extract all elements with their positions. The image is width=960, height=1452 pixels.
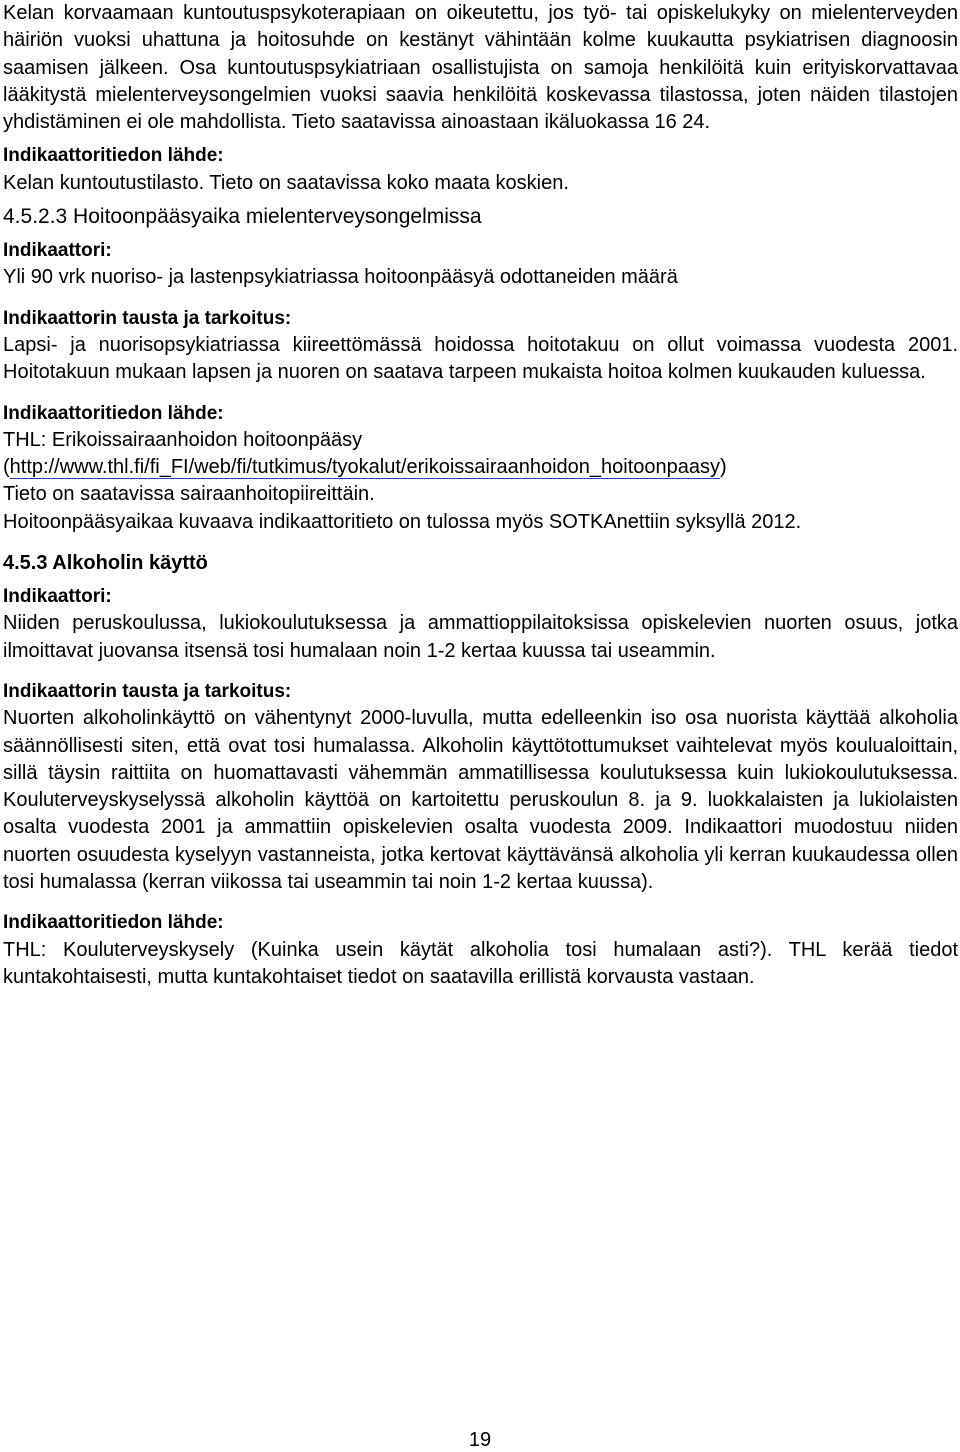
background-text: Lapsi- ja nuorisopsykiatriassa kiireettömässä hoidossa hoitotakuu on ollut voimassa vuodesta 2001. Hoitotakuun mukaan lapsen ja nuoren on saatava tarpeen mukaista hoitoa kolmen kuukauden kuluessa.: [3, 333, 958, 384]
source-text: THL: Kouluterveyskysely (Kuinka usein käytät alkoholia tosi humalaan asti?). THL kerää tiedot kuntakohtaisesti, mutta kuntakohtaiset tiedot on saatavilla erillistä korvausta vastaan.: [3, 938, 958, 988]
intro-paragraph-tail: Tieto saatavissa ainoastaan ikäluokassa 16 24.: [291, 111, 711, 134]
page-number: 19: [468, 1429, 492, 1451]
source-label: Indikaattoritiedon lähde:: [3, 912, 224, 934]
source-link[interactable]: http://www.thl.fi/fi_FI/web/fi/tutkimus/tyokalut/erikoissairaanhoidon_hoitoonpaasy: [9, 456, 721, 479]
paren-open: (: [3, 456, 10, 479]
background-label: Indikaattorin tausta ja tarkoitus:: [3, 680, 292, 702]
indicator-text: Yli 90 vrk nuoriso- ja lastenpsykiatriassa hoitoonpääsyä odottaneiden määrä: [3, 266, 678, 289]
document-page: [3, 0, 958, 991]
source-note: Hoitoonpääsyaikaa kuvaava indikaattoritieto on tulossa myös SOTKAnettiin syksyllä 2012.: [3, 510, 802, 533]
intro-source-text: Kelan kuntoutustilasto. Tieto on saatavissa koko maata koskien.: [3, 171, 569, 194]
intro-paragraph: [3, 0, 958, 136]
source-label: Indikaattoritiedon lähde:: [3, 402, 224, 424]
background-text: Nuorten alkoholinkäyttö on vähentynyt 2000-luvulla, mutta edelleenkin iso osa nuorista käyttää alkoholia säännöllisesti siten, että ovat tosi humalassa. Alkoholin käyttötottumukset vaihtelevat myös koulualoittain, sillä täysin raittiita on huomattavasti vähemmän ammatillisessa koulutuksessa kuin lukiokoulutuksessa. Kouluterveyskyselyssä alkoholin käyttöä on kartoitettu peruskoulun 8. ja 9. luokkalaisten ja lukiolaisten osalta vuodesta 2001 ja ammattiin opiskelevien osalta vuodesta 2009. Indikaattori muodostuu niiden nuorten osuudesta kyselyyn vastanneista, jotka kertovat käyttävänsä alkoholia yli kerran kuukaudessa ollen tosi humalassa (kerran viikossa tai useammin tai noin 1-2 kertaa kuussa).: [3, 707, 958, 894]
section-heading-4-5-3: 4.5.3 Alkoholin käyttö: [3, 552, 208, 575]
paren-close: ): [720, 456, 727, 479]
indicator-text: Niiden peruskoulussa, lukiokoulutuksessa ja ammattioppilaitoksissa opiskelevien nuorten osuus, jotka ilmoittavat juovansa itsensä tosi humalaan noin 1-2 kertaa kuussa tai useammin.: [3, 612, 958, 662]
source-line: THL: Erikoissairaanhoidon hoitoonpääsy: [3, 428, 363, 451]
source-availability: Tieto on saatavissa sairaanhoitopiireittäin.: [3, 483, 375, 506]
section-heading-4-5-2-3: 4.5.2.3 Hoitoonpääsyaika mielenterveysongelmissa: [3, 205, 482, 229]
intro-source-label: Indikaattoritiedon lähde:: [3, 145, 224, 167]
indicator-label: Indikaattori:: [3, 586, 112, 608]
indicator-label: Indikaattori:: [3, 240, 112, 262]
intro-paragraph-text: Kelan korvaamaan kuntoutuspsykoterapiaan on oikeutettu, jos työ- tai opiskelukyky on mielenterveyden häiriön vuoksi uhattuna ja hoitosuhde on kestänyt vähintään kolme kuukautta psykiatrisen diagnoosin saamisen jälkeen. Osa kuntoutuspsykiatriaan osallistujista on samoja henkilöitä kuin erityiskorvattavaa lääkitystä mielenterveysongelmien vuoksi saavia henkilöitä koskevassa tilastossa, joten näiden tilastojen yhdistäminen ei ole mahdollista.: [3, 2, 958, 134]
background-label: Indikaattorin tausta ja tarkoitus:: [3, 307, 292, 329]
source-link-line: [3, 454, 958, 481]
